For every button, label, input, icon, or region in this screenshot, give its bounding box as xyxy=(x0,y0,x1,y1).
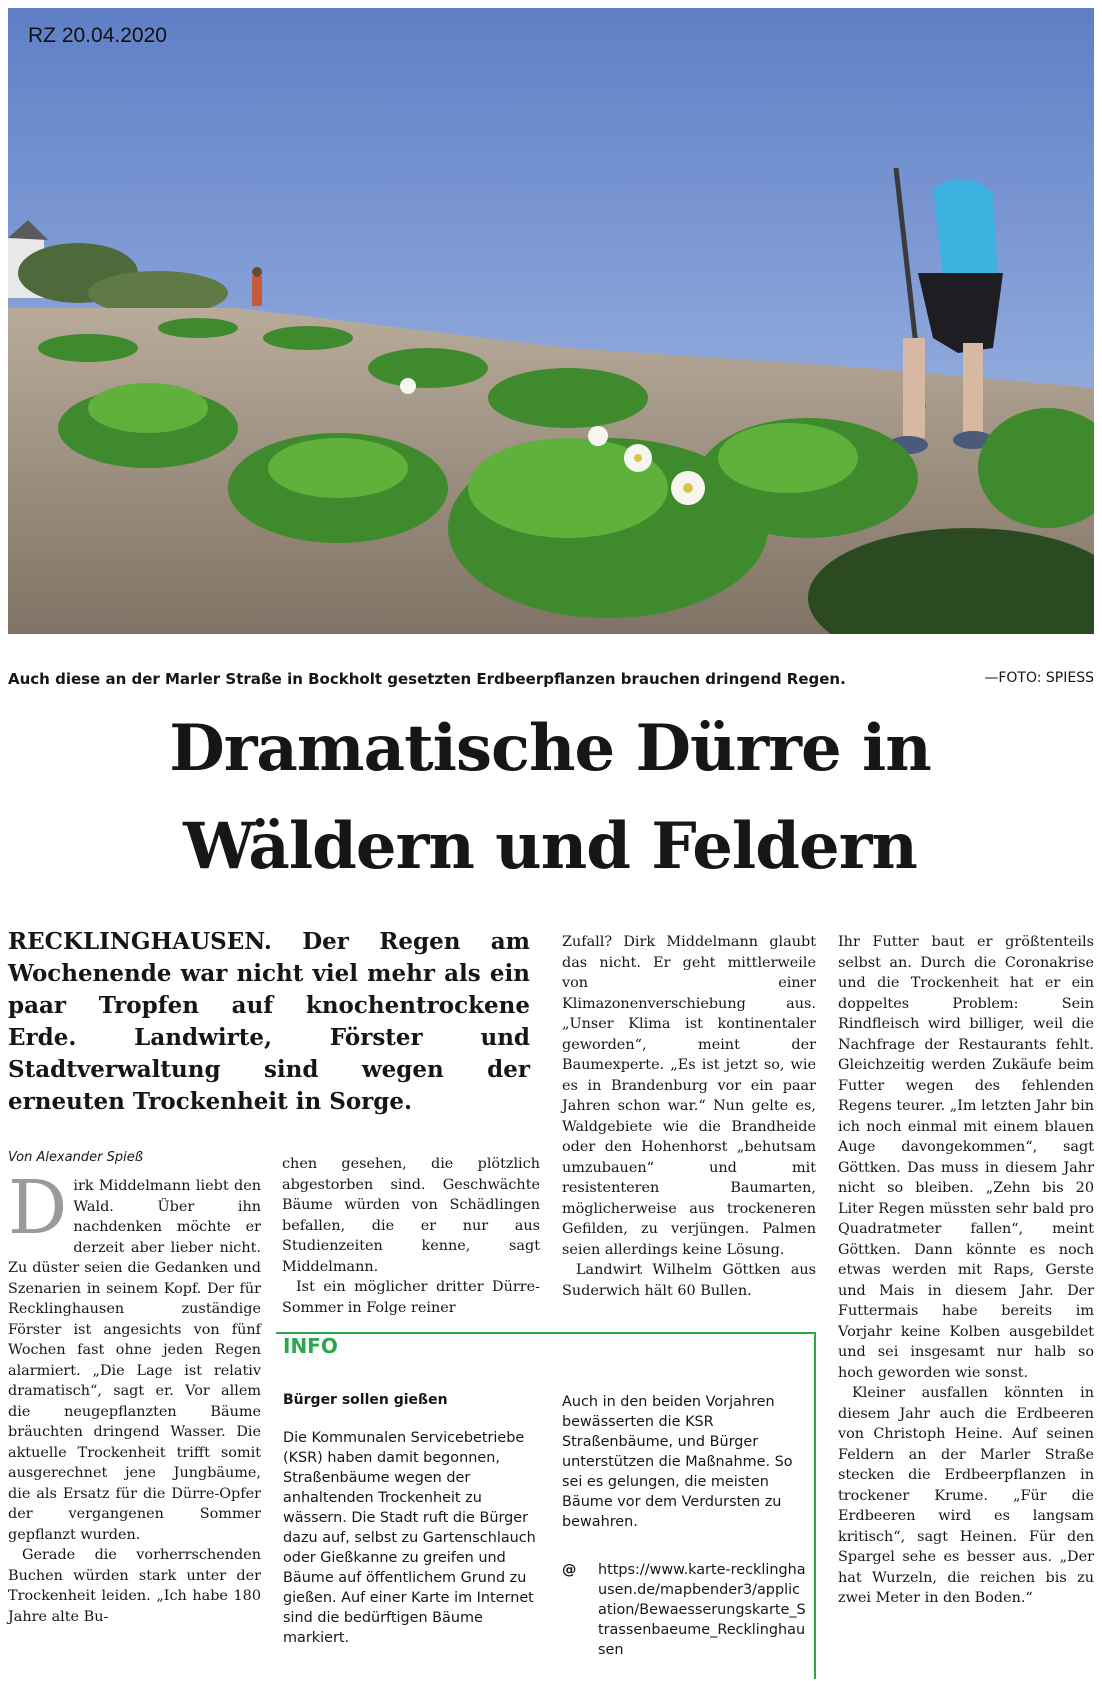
photo-credit: —FOTO: SPIESS xyxy=(984,670,1094,686)
strawberry-field-photo xyxy=(8,8,1094,634)
headline-line-2: Wäldern und Feldern xyxy=(183,809,917,884)
article-column-1 xyxy=(8,1165,261,1627)
article-column-3 xyxy=(562,932,816,1301)
article-headline xyxy=(20,700,1080,896)
photo-caption: Auch diese an der Marler Straße in Bockholt gesetzten Erdbeerpflanzen brauchen dringend Regen. xyxy=(8,670,846,688)
info-box-side-rule xyxy=(814,1334,816,1679)
article-column-2 xyxy=(282,1154,540,1318)
info-box-link[interactable]: https://www.karte-recklinghausen.de/mapbender3/application/Bewaesserungskarte_Strassenbaeume_Recklinghausen xyxy=(598,1562,806,1658)
column-4-paragraph-2: Kleiner ausfallen könnten in diesem Jahr auch die Erdbeeren von Christoph Heine. Auf seinen Feldern an der Marler Straße stecken die Erdbeerpflanzen in trockener Krume. „Für die Erdbeeren wird es langsam kritisch“, sagt Heinen. Für den Spargel sehe es besser aus. „Der hat Wurzeln, die reichen bis zu zwei Meter in den Boden.“ xyxy=(838,1385,1094,1606)
column-4-paragraph-1: Ihr Futter baut er größtenteils selbst an. Durch die Coronakrise und die Trockenheit hat er ein doppeltes Problem: Sein Rindfleisch wird billiger, weil die Nachfrage der Restaurants fehlt. Gleichzeitig werden Zukäufe beim Futter wegen des fehlenden Regens teurer. „Im letzten Jahr bin ich noch einmal mit einem blauen Auge davongekommen“, sagt Göttken. Das muss in diesem Jahr nicht so bleiben. „Zehn bis 20 Liter Regen müssten sehr bald pro Quadratmeter fallen“, meint Göttken. Dann könnte es noch etwas werden mit Raps, Gerste und Mais in diesem Jahr. Der Futtermais habe bereits im Vorjahr keine Kolben ausgebildet und sei insgesamt nur halb so hoch geworden wie sonst. xyxy=(838,934,1094,1381)
info-box-top-rule xyxy=(276,1332,816,1334)
column-2-paragraph-1: chen gesehen, die plötzlich abgestorben sind. Geschwächte Bäume würden von Schädlingen befallen, die er nur aus Studienzeiten kenne, sagt Middelmann. xyxy=(282,1156,540,1275)
info-box-title: Bürger sollen gießen xyxy=(283,1392,448,1408)
column-1-paragraph-2: Gerade die vorherrschenden Buchen würden stark unter der Trockenheit leiden. „Ich habe 180 Jahre alte Bu- xyxy=(8,1547,261,1625)
column-3-paragraph-1: Zufall? Dirk Middelmann glaubt das nicht. Er geht mittlerweile von einer Klimazonenverschiebung aus. „Unser Klima ist kontinentaler geworden“, meint der Baumexperte. „Es ist jetzt so, wie es in Brandenburg vor ein paar Jahren schon war.“ Nun gelte es, Waldgebiete wie die Brandheide oder den Hohenhorst „behutsam umzubauen“ und mit resistenteren Baumarten, möglicherweise aus trockeneren Gefilden, zu verjüngen. Palmen seien allerdings keine Lösung. xyxy=(562,934,816,1258)
info-box-label: INFO xyxy=(283,1334,338,1358)
info-box-column-2: Auch in den beiden Vorjahren bewässerten die KSR Straßenbäume, und Bürger unterstützen die Maßnahme. So sei es gelungen, die meisten Bäume vor dem Verdursten zu bewahren. xyxy=(562,1394,793,1530)
date-stamp: RZ 20.04.2020 xyxy=(28,24,167,47)
headline-line-1: Dramatische Dürre in xyxy=(169,711,931,786)
article-photo xyxy=(8,8,1094,634)
article-column-4 xyxy=(838,932,1094,1609)
article-lead: RECKLINGHAUSEN. Der Regen am Wochenende war nicht viel mehr als ein paar Tropfen auf knochentrockene Erde. Landwirte, Förster und Stadtverwaltung sind wegen der erneuten Trockenheit in Sorge. xyxy=(8,928,530,1115)
info-box-column-1: Die Kommunalen Servicebetriebe (KSR) haben damit begonnen, Straßenbäume wegen der anhaltenden Trockenheit zu wässern. Die Stadt ruft die Bürger dazu auf, selbst zu Gartenschlauch oder Gießkanne zu greifen und Bäume auf öffentlichem Grund zu gießen. Auf einer Karte im Internet sind die bedürftigen Bäume markiert. xyxy=(283,1430,536,1646)
column-1-paragraph-1: irk Middelmann liebt den Wald. Über ihn nachdenken möchte er derzeit aber lieber nicht. Zu düster seien die Gedanken und Szenarien in seinem Kopf. Der für Recklinghausen zuständige Förster ist angesichts von fünf Wochen fast ohne jeden Regen alarmiert. „Die Lage ist relativ dramatisch“, sagt er. Vor allem die neugepflanzten Bäume bräuchten dringend Wasser. Die aktuelle Trockenheit trifft somit ausgerechnet jene Jungbäume, die als Ersatz für die Dürre-Opfer der vergangenen Sommer gepflanzt wurden. xyxy=(8,1178,261,1543)
article-byline: Von Alexander Spieß xyxy=(8,1150,143,1165)
drop-cap: D xyxy=(8,1165,68,1251)
column-3-paragraph-2: Landwirt Wilhelm Göttken aus Suderwich hält 60 Bullen. xyxy=(562,1262,816,1299)
at-icon: @ xyxy=(562,1562,577,1578)
column-2-paragraph-2: Ist ein möglicher dritter Dürre-Sommer in Folge reiner xyxy=(282,1279,540,1316)
